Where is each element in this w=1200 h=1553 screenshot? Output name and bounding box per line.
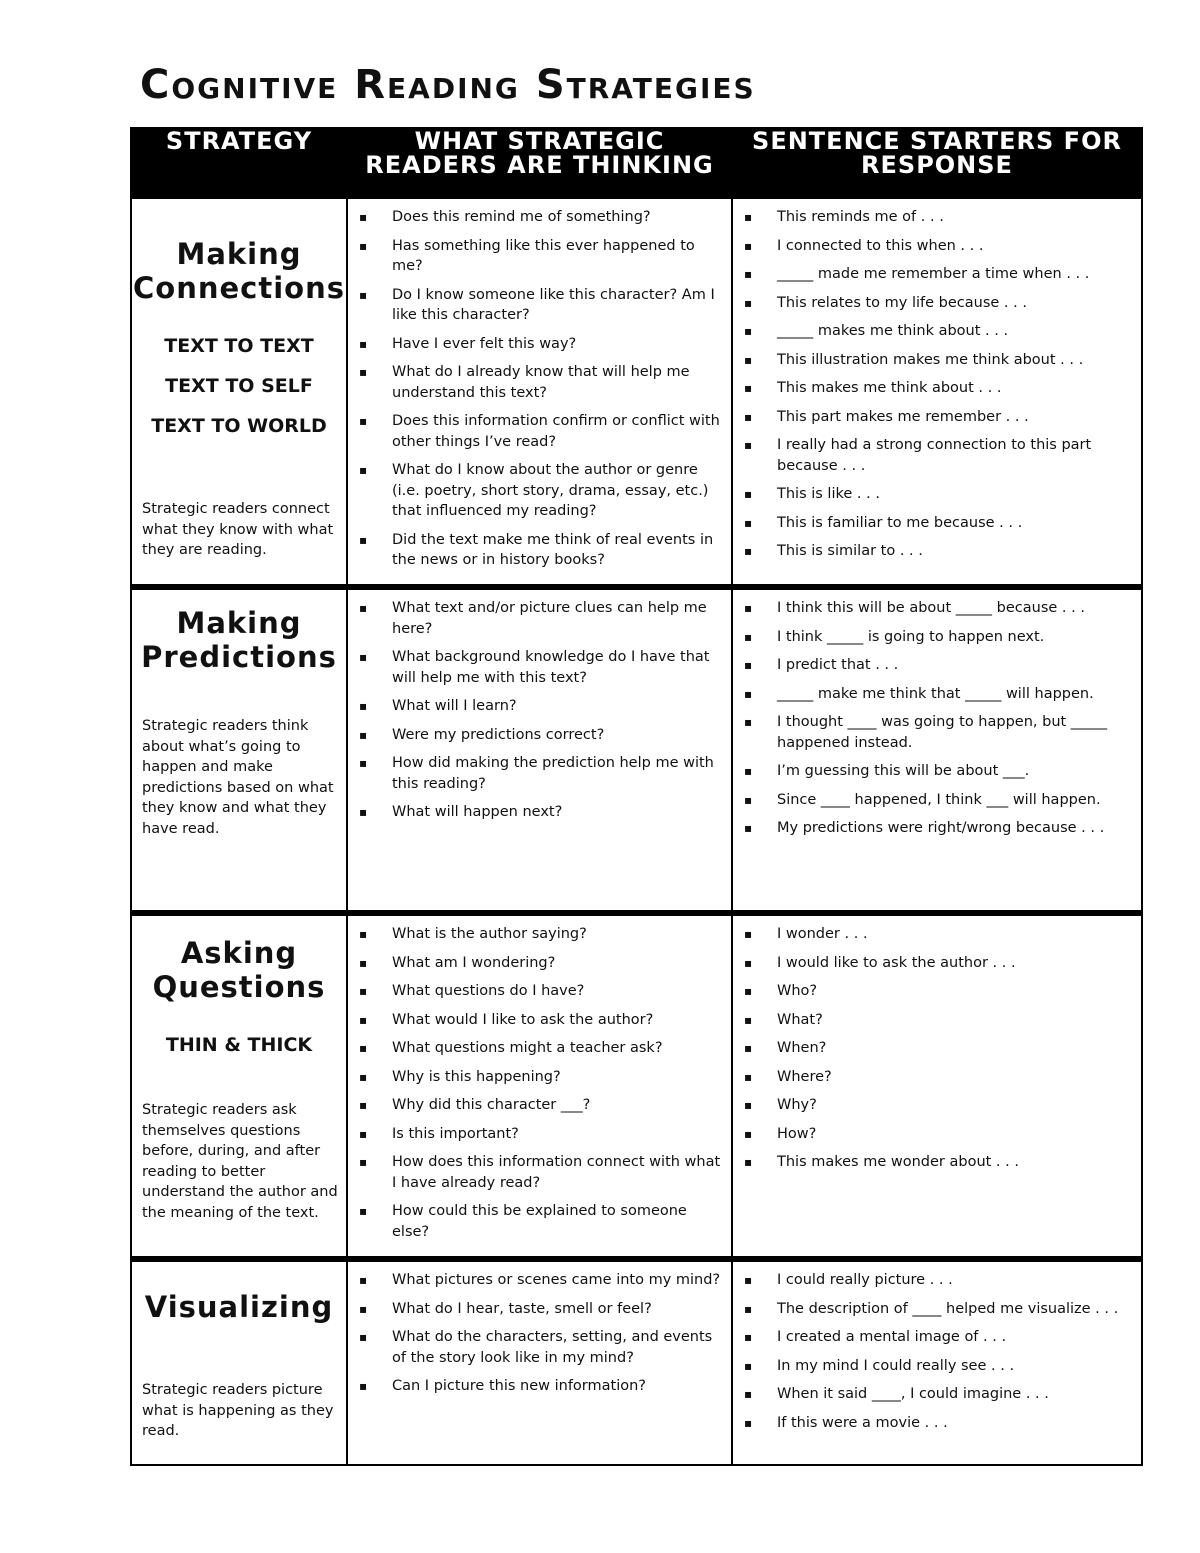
strategy-subtype: TEXT TO TEXT [164,335,314,357]
strategy-subtype: THIN & THICK [165,1034,313,1056]
header-strategy: STRATEGY [131,128,347,198]
list-item: ▪ _____ made me remember a time when . . . [733,264,1131,285]
list-item: ▪ What do the characters, setting, and events of the story look like in my mind? [348,1327,721,1368]
strategy-cell [131,913,347,1259]
list-item: ▪ Were my predictions correct? [348,725,721,746]
list-item: ▪ This is like . . . [733,484,1131,505]
list-item: ▪ Does this information confirm or conflict with other things I’ve read? [348,411,721,452]
list-item: ▪ Who? [733,981,1131,1002]
thinking-list [348,598,731,823]
list-item: ▪ Why is this happening? [348,1067,721,1088]
list-item: ▪ What am I wondering? [348,953,721,974]
list-item: ▪ When it said ____, I could imagine . . . [733,1384,1131,1405]
thinking-cell [347,1259,732,1465]
strategy-subtype: TEXT TO WORLD [151,415,327,437]
strategy-description: Strategic readers connect what they know with what they are reading. [142,501,334,558]
list-item: ▪ What pictures or scenes came into my mind? [348,1270,721,1291]
list-item: ▪ What will I learn? [348,696,721,717]
strategy-cell [131,1259,347,1465]
list-item: ▪ This makes me wonder about . . . [733,1152,1131,1173]
strategy-description: Strategic readers picture what is happening as they read. [142,1382,334,1439]
list-item: ▪ Can I picture this new information? [348,1376,721,1397]
list-item: ▪ _____ makes me think about . . . [733,321,1131,342]
list-item: ▪ What questions might a teacher ask? [348,1038,721,1059]
list-item: ▪ What questions do I have? [348,981,721,1002]
list-item: ▪ I predict that . . . [733,655,1131,676]
list-item: ▪ I created a mental image of . . . [733,1327,1131,1348]
list-item: ▪ My predictions were right/wrong because . . . [733,818,1131,839]
header-thinking: WHAT STRATEGIC READERS ARE THINKING [347,128,732,198]
table-row [131,1259,1142,1465]
list-item: ▪ I think this will be about _____ because . . . [733,598,1131,619]
thinking-cell [347,198,732,587]
list-item: ▪ Did the text make me think of real events in the news or in history books? [348,530,721,571]
thinking-cell [347,587,732,913]
list-item: ▪ This is familiar to me because . . . [733,513,1131,534]
starters-cell [732,587,1142,913]
thinking-list [348,1270,731,1397]
list-item: ▪ What do I know about the author or genre (i.e. poetry, short story, drama, essay, etc.) that influenced my reading? [348,460,721,522]
list-item: ▪ What will happen next? [348,802,721,823]
list-item: ▪ I think _____ is going to happen next. [733,627,1131,648]
list-item: ▪ This makes me think about . . . [733,378,1131,399]
table-row [131,913,1142,1259]
list-item: ▪ This illustration makes me think about . . . [733,350,1131,371]
strategy-name: Asking Questions [152,936,326,1004]
list-item: ▪ Since ____ happened, I think ___ will happen. [733,790,1131,811]
list-item: ▪ This relates to my life because . . . [733,293,1131,314]
list-item: ▪ Why? [733,1095,1131,1116]
list-item: ▪ I thought ____ was going to happen, but _____ happened instead. [733,712,1131,753]
list-item: ▪ How? [733,1124,1131,1145]
strategy-name: Visualizing [144,1290,334,1324]
list-item: ▪ What would I like to ask the author? [348,1010,721,1031]
list-item: ▪ How does this information connect with what I have already read? [348,1152,721,1193]
strategy-description: Strategic readers think about what’s going to happen and make predictions based on what they know and what they have read. [142,718,334,837]
list-item: ▪ What do I hear, taste, smell or feel? [348,1299,721,1320]
list-item: ▪ If this were a movie . . . [733,1413,1131,1434]
strategy-cell [131,587,347,913]
list-item: ▪ This is similar to . . . [733,541,1131,562]
strategy-description: Strategic readers ask themselves questions before, during, and after reading to better understand the author and the meaning of the text. [142,1102,338,1221]
strategy-cell [131,198,347,587]
list-item: ▪ Have I ever felt this way? [348,334,721,355]
starters-list [733,924,1141,1173]
strategies-table [130,127,1143,1466]
list-item: ▪ I really had a strong connection to this part because . . . [733,435,1131,476]
starters-list [733,207,1141,562]
header-row [131,128,1142,198]
starters-cell [732,913,1142,1259]
list-item: ▪ I’m guessing this will be about ___. [733,761,1131,782]
list-item: ▪ Why did this character ___? [348,1095,721,1116]
starters-cell [732,198,1142,587]
page-title: Cognitive Reading Strategies [140,62,756,108]
list-item: ▪ What is the author saying? [348,924,721,945]
list-item: ▪ I wonder . . . [733,924,1131,945]
list-item: ▪ How did making the prediction help me with this reading? [348,753,721,794]
list-item: ▪ What text and/or picture clues can help me here? [348,598,721,639]
table-row [131,198,1142,587]
thinking-cell [347,913,732,1259]
list-item: ▪ What? [733,1010,1131,1031]
list-item: ▪ Does this remind me of something? [348,207,721,228]
header-starters: SENTENCE STARTERS FOR RESPONSE [732,128,1142,198]
strategy-subtype: TEXT TO SELF [165,375,313,397]
list-item: ▪ Is this important? [348,1124,721,1145]
list-item: ▪ I could really picture . . . [733,1270,1131,1291]
strategy-name: Making Connections [133,237,345,305]
list-item: ▪ _____ make me think that _____ will happen. [733,684,1131,705]
starters-cell [732,1259,1142,1465]
strategy-name: Making Predictions [141,606,337,674]
list-item: ▪ I connected to this when . . . [733,236,1131,257]
list-item: ▪ In my mind I could really see . . . [733,1356,1131,1377]
list-item: ▪ The description of ____ helped me visualize . . . [733,1299,1131,1320]
list-item: ▪ How could this be explained to someone else? [348,1201,721,1242]
list-item: ▪ Has something like this ever happened to me? [348,236,721,277]
list-item: ▪ What do I already know that will help me understand this text? [348,362,721,403]
starters-list [733,1270,1141,1433]
thinking-list [348,924,731,1242]
list-item: ▪ When? [733,1038,1131,1059]
thinking-list [348,207,731,571]
list-item: ▪ Where? [733,1067,1131,1088]
list-item: ▪ I would like to ask the author . . . [733,953,1131,974]
starters-list [733,598,1141,839]
list-item: ▪ Do I know someone like this character? Am I like this character? [348,285,721,326]
table-row [131,587,1142,913]
list-item: ▪ What background knowledge do I have that will help me with this text? [348,647,721,688]
list-item: ▪ This reminds me of . . . [733,207,1131,228]
list-item: ▪ This part makes me remember . . . [733,407,1131,428]
